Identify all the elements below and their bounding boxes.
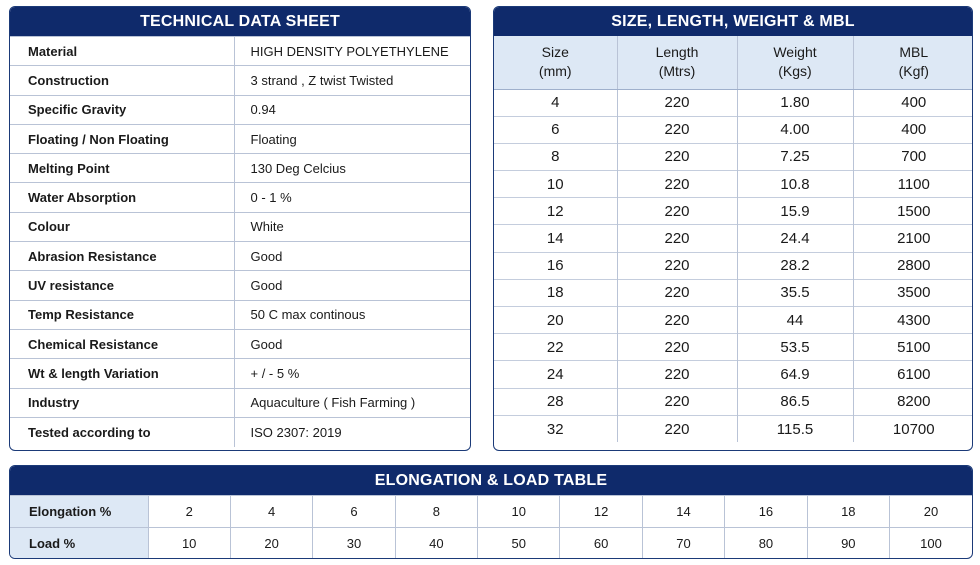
weight-cell: 86.5 bbox=[737, 388, 853, 415]
value-cell: 40 bbox=[395, 527, 477, 559]
technical-data-sheet-title: TECHNICAL DATA SHEET bbox=[10, 7, 470, 36]
size-cell: 22 bbox=[494, 334, 617, 361]
value-cell: 50 bbox=[478, 527, 560, 559]
spec-value: HIGH DENSITY POLYETHYLENE bbox=[234, 37, 470, 66]
spec-row bbox=[10, 66, 470, 95]
spec-value: 3 strand , Z twist Twisted bbox=[234, 66, 470, 95]
size-row bbox=[494, 415, 973, 442]
spec-value: ISO 2307: 2019 bbox=[234, 417, 470, 446]
mbl-cell: 5100 bbox=[853, 334, 973, 361]
mbl-cell: 2100 bbox=[853, 225, 973, 252]
size-row bbox=[494, 171, 973, 198]
spec-row bbox=[10, 359, 470, 388]
value-cell: 10 bbox=[478, 496, 560, 528]
value-cell: 30 bbox=[313, 527, 395, 559]
spec-row bbox=[10, 329, 470, 358]
spec-row bbox=[10, 388, 470, 417]
spec-value: Floating bbox=[234, 124, 470, 153]
spec-label: UV resistance bbox=[10, 271, 234, 300]
column-header-unit: (Kgs) bbox=[778, 63, 812, 80]
size-column-header bbox=[737, 36, 853, 89]
spec-label: Temp Resistance bbox=[10, 300, 234, 329]
length-cell: 220 bbox=[617, 279, 737, 306]
size-row bbox=[494, 361, 973, 388]
length-cell: 220 bbox=[617, 116, 737, 143]
value-cell: 100 bbox=[890, 527, 972, 559]
value-cell: 16 bbox=[725, 496, 807, 528]
weight-cell: 115.5 bbox=[737, 415, 853, 442]
column-header-name: MBL bbox=[899, 44, 929, 61]
value-cell: 20 bbox=[230, 527, 312, 559]
size-cell: 24 bbox=[494, 361, 617, 388]
value-cell: 6 bbox=[313, 496, 395, 528]
spec-label: Melting Point bbox=[10, 154, 234, 183]
size-cell: 6 bbox=[494, 116, 617, 143]
weight-cell: 64.9 bbox=[737, 361, 853, 388]
spec-label: Floating / Non Floating bbox=[10, 124, 234, 153]
length-cell: 220 bbox=[617, 307, 737, 334]
value-cell: 90 bbox=[807, 527, 889, 559]
spec-label: Construction bbox=[10, 66, 234, 95]
weight-cell: 44 bbox=[737, 307, 853, 334]
spec-label: Material bbox=[10, 37, 234, 66]
size-cell: 32 bbox=[494, 415, 617, 442]
weight-cell: 7.25 bbox=[737, 143, 853, 170]
spec-label: Colour bbox=[10, 212, 234, 241]
size-cell: 10 bbox=[494, 171, 617, 198]
spec-row bbox=[10, 37, 470, 66]
weight-cell: 35.5 bbox=[737, 279, 853, 306]
spec-value: Aquaculture ( Fish Farming ) bbox=[234, 388, 470, 417]
size-cell: 14 bbox=[494, 225, 617, 252]
mbl-cell: 400 bbox=[853, 116, 973, 143]
row-label: Elongation % bbox=[10, 496, 148, 528]
length-cell: 220 bbox=[617, 334, 737, 361]
column-header-name: Weight bbox=[773, 44, 817, 61]
value-cell: 8 bbox=[395, 496, 477, 528]
value-cell: 14 bbox=[642, 496, 724, 528]
length-cell: 220 bbox=[617, 198, 737, 225]
size-column-header bbox=[853, 36, 973, 89]
mbl-cell: 400 bbox=[853, 89, 973, 116]
value-cell: 12 bbox=[560, 496, 642, 528]
column-header-name: Length bbox=[655, 44, 699, 61]
weight-cell: 53.5 bbox=[737, 334, 853, 361]
size-row bbox=[494, 116, 973, 143]
value-cell: 2 bbox=[148, 496, 230, 528]
size-column-header bbox=[617, 36, 737, 89]
size-table-title: SIZE, LENGTH, WEIGHT & MBL bbox=[494, 7, 972, 36]
length-cell: 220 bbox=[617, 361, 737, 388]
value-cell: 80 bbox=[725, 527, 807, 559]
spec-row bbox=[10, 417, 470, 446]
elongation-table bbox=[10, 495, 972, 559]
value-cell: 18 bbox=[807, 496, 889, 528]
size-row bbox=[494, 198, 973, 225]
spec-value: 50 C max continous bbox=[234, 300, 470, 329]
column-header-unit: (Kgf) bbox=[898, 63, 929, 80]
elongation-table-title: ELONGATION & LOAD TABLE bbox=[10, 466, 972, 495]
mbl-cell: 3500 bbox=[853, 279, 973, 306]
value-cell: 10 bbox=[148, 527, 230, 559]
spec-row bbox=[10, 95, 470, 124]
spec-row bbox=[10, 183, 470, 212]
weight-cell: 4.00 bbox=[737, 116, 853, 143]
weight-cell: 1.80 bbox=[737, 89, 853, 116]
value-cell: 20 bbox=[890, 496, 972, 528]
value-cell: 60 bbox=[560, 527, 642, 559]
weight-cell: 28.2 bbox=[737, 252, 853, 279]
size-cell: 4 bbox=[494, 89, 617, 116]
size-cell: 20 bbox=[494, 307, 617, 334]
length-cell: 220 bbox=[617, 388, 737, 415]
technical-data-table bbox=[10, 36, 470, 447]
length-cell: 220 bbox=[617, 89, 737, 116]
column-header-unit: (Mtrs) bbox=[658, 63, 696, 80]
spec-row bbox=[10, 124, 470, 153]
size-row bbox=[494, 252, 973, 279]
load-row bbox=[10, 527, 972, 559]
weight-cell: 15.9 bbox=[737, 198, 853, 225]
spec-label: Water Absorption bbox=[10, 183, 234, 212]
size-cell: 8 bbox=[494, 143, 617, 170]
spec-row bbox=[10, 242, 470, 271]
column-header-unit: (mm) bbox=[538, 63, 572, 80]
length-cell: 220 bbox=[617, 143, 737, 170]
mbl-cell: 700 bbox=[853, 143, 973, 170]
size-row bbox=[494, 89, 973, 116]
spec-row bbox=[10, 300, 470, 329]
size-row bbox=[494, 388, 973, 415]
spec-label: Tested according to bbox=[10, 417, 234, 446]
value-cell: 4 bbox=[230, 496, 312, 528]
size-table bbox=[494, 36, 973, 442]
size-length-weight-mbl-panel bbox=[493, 6, 973, 451]
spec-value: + / - 5 % bbox=[234, 359, 470, 388]
size-cell: 28 bbox=[494, 388, 617, 415]
size-cell: 16 bbox=[494, 252, 617, 279]
spec-label: Wt & length Variation bbox=[10, 359, 234, 388]
mbl-cell: 1100 bbox=[853, 171, 973, 198]
length-cell: 220 bbox=[617, 415, 737, 442]
spec-value: Good bbox=[234, 329, 470, 358]
row-label: Load % bbox=[10, 527, 148, 559]
size-column-header bbox=[494, 36, 617, 89]
size-row bbox=[494, 279, 973, 306]
mbl-cell: 10700 bbox=[853, 415, 973, 442]
value-cell: 70 bbox=[642, 527, 724, 559]
size-row bbox=[494, 225, 973, 252]
mbl-cell: 4300 bbox=[853, 307, 973, 334]
weight-cell: 24.4 bbox=[737, 225, 853, 252]
weight-cell: 10.8 bbox=[737, 171, 853, 198]
mbl-cell: 6100 bbox=[853, 361, 973, 388]
spec-label: Industry bbox=[10, 388, 234, 417]
mbl-cell: 2800 bbox=[853, 252, 973, 279]
size-row bbox=[494, 143, 973, 170]
spec-value: Good bbox=[234, 242, 470, 271]
size-cell: 18 bbox=[494, 279, 617, 306]
spec-label: Specific Gravity bbox=[10, 95, 234, 124]
size-row bbox=[494, 307, 973, 334]
length-cell: 220 bbox=[617, 252, 737, 279]
spec-value: 0 - 1 % bbox=[234, 183, 470, 212]
spec-label: Chemical Resistance bbox=[10, 329, 234, 358]
size-cell: 12 bbox=[494, 198, 617, 225]
mbl-cell: 1500 bbox=[853, 198, 973, 225]
elongation-row bbox=[10, 496, 972, 528]
length-cell: 220 bbox=[617, 171, 737, 198]
spec-value: Good bbox=[234, 271, 470, 300]
spec-label: Abrasion Resistance bbox=[10, 242, 234, 271]
spec-value: 0.94 bbox=[234, 95, 470, 124]
column-header-name: Size bbox=[541, 44, 569, 61]
spec-row bbox=[10, 271, 470, 300]
spec-value: 130 Deg Celcius bbox=[234, 154, 470, 183]
technical-data-sheet-panel bbox=[9, 6, 471, 451]
spec-row bbox=[10, 212, 470, 241]
size-row bbox=[494, 334, 973, 361]
mbl-cell: 8200 bbox=[853, 388, 973, 415]
length-cell: 220 bbox=[617, 225, 737, 252]
elongation-load-panel bbox=[9, 465, 973, 559]
spec-value: White bbox=[234, 212, 470, 241]
spec-row bbox=[10, 154, 470, 183]
